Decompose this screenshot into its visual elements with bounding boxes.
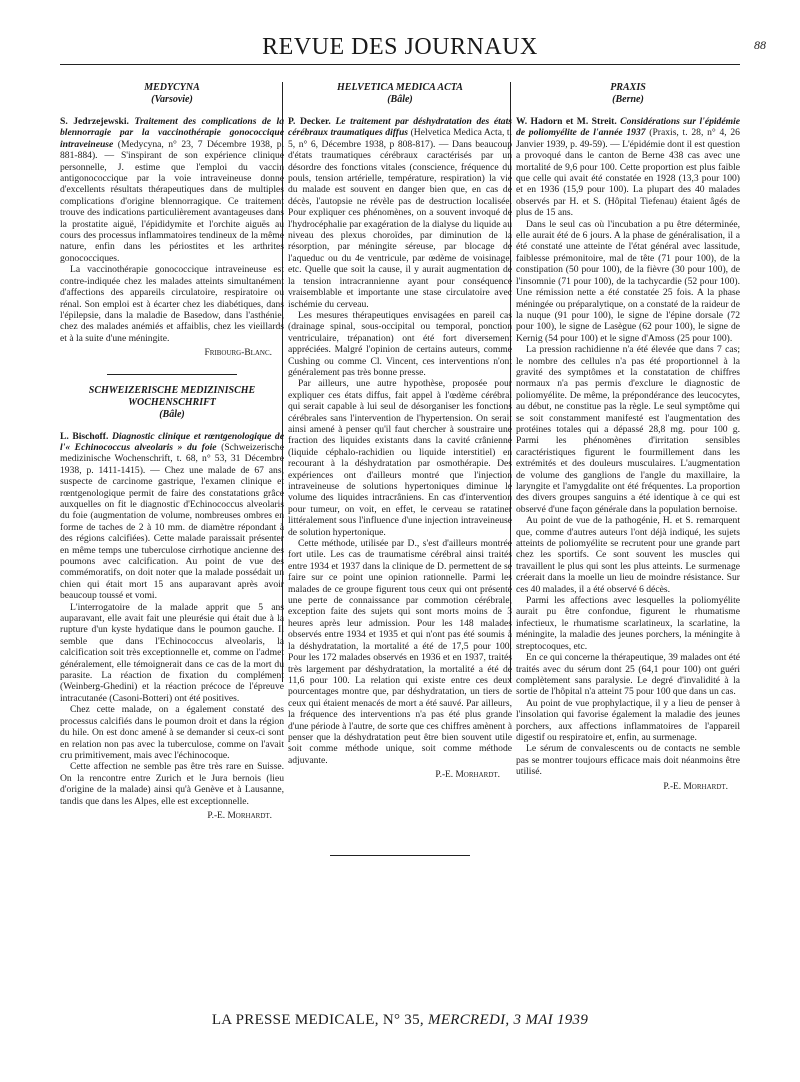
journal-city: (Varsovie) [151, 94, 193, 105]
journal-city: (Bâle) [387, 94, 413, 105]
article-author: L. Bischoff. [60, 430, 109, 442]
page-number: 88 [754, 38, 766, 52]
footer-publication: LA PRESSE MEDICALE, N° 35, [211, 1012, 424, 1028]
article-title: Le traitement par déshydratation des états cérébraux traumatiques diffus [288, 116, 512, 139]
article-paragraph: Cette méthode, utilisée par D., s'est d'ailleurs montrée fort utile. Les cas de traumatisme cérébral ainsi traités entre 1934 et 1937 dans la clinique de D. permettent de se faire sur ce point une opinion rationnelle. Parmi les malades de ce groupe figurent tous ceux qui ont présenté une perte de connaissance par commotion cérébrale, exception faite des sujets qui sont morts moins de 3 heures après leur admission. Pour les 148 malades observés entre 1934 et 1935 et qui n'ont pas été soumis à la déshydratation, la mortalité a été de 17,5 pour 100. Pour les 172 malades observés en 1936 et en 1937, traités très largement par déshydratation, la mortalité a été de 11,6 pour 100. La relation qui existe entre ces deux pourcentages montre que, par déshydratation, un tiers de ceux qui étaient menacés de mort a été sauvé. Par ailleurs, la fréquence des interventions n'a pas été plus grande d'une période à l'autre, de sorte que ces chiffres amènent à penser que la déshydratation peut être bien souvent utile soit comme méthode unique, soit comme méthode adjuvante. [288, 538, 512, 766]
article-paragraph: Les mesures thérapeutiques envisagées en pareil cas (drainage spinal, sous-occipital ou temporal, ponction ventriculaire, trépanation) ont été fort diversement appréciées. Malgré l'opinion de certains auteurs, comme Cushing ou comme Cl. Vincent, ces interventions n'ont généralement pas très bonne presse. [288, 309, 512, 378]
journal-heading [516, 82, 740, 106]
article-signature: P.-E. Morhardt. [663, 781, 728, 792]
article-paragraph: Par ailleurs, une autre hypothèse, proposée pour expliquer ces états diffus, fait appel à l'œdème cérébral qui serait capable à lui seul de désorganiser les fonctions cérébrales sans l'intervention de l'hypertension. On serait ainsi amené à penser qu'il faut chercher à soustraire une fraction des liquides existants dans la cavité crânienne (liquide céphalo-rachidien ou liquide interstitiel) en recourant à la déshydratation par osmothérapie. Des expériences ont d'ailleurs montré que l'injection intraveineuse de solutions hypertoniques diminue le volume des liquides intracrâniens. En cas d'intervention pour tumeur, on voit, en effet, le cerveau se ratatiner littéralement sous l'influence d'une injection intraveineuse de solution hypertonique. [288, 378, 512, 538]
article-paragraph: Cette affection ne semble pas être très rare en Suisse. On la rencontre entre Zurich et le Jura bernois (lieu d'origine de la malade) ainsi qu'à Genève et à Lausanne, tandis que dans les Alpes, elle est exceptionnelle. [60, 761, 284, 807]
journal-name: HELVETICA MEDICA ACTA [337, 82, 463, 93]
article-author: W. Hadorn et M. Streit. [516, 116, 617, 127]
journal-heading [60, 385, 284, 421]
article-paragraph: Au point de vue prophylactique, il y a lieu de penser à l'insolation qui favorise également la maladie des jeunes porchers, aux affections inflammatoires de l'appareil digestif ou respiratoire et, enfin, au surmenage. [516, 697, 740, 743]
journal-name: MEDYCYNA [144, 82, 200, 93]
article-paragraph: En ce qui concerne la thérapeutique, 39 malades ont été traités avec du sérum dont 25 (64,1 pour 100) ont guéri complètement sans paralysie. Le degré d'invalidité à la sortie de l'hôpital n'a atteint 75 pour 100 que dans un cas. [516, 652, 740, 698]
journal-heading [60, 82, 284, 106]
article-lead [60, 116, 284, 264]
journal-name: PRAXIS [610, 82, 646, 93]
journal-section-title: REVUE DES JOURNAUX [262, 34, 538, 60]
article-paragraph: Chez une malade de 67 ans, suspecte de carcinome gastrique, l'examen clinique et rœntgenologique permit de faire des constatations grâce auxquelles on fit le diagnostic d'Echinococcus alveolaris du foie (augmentation de volume, nombreuses ombres en forme de taches de 2 à 10 mm. de diamètre répondant à des régions calcifiées). Cette malade paraissait présenter en même temps une tuberculose cirrhotique ancienne des poumons avec calcification. Au point de vue des commémoratifs, on doit noter que la malade possédait un chien qui était mort 15 ans auparavant après avoir beaucoup toussé et vomi. [60, 464, 284, 602]
column-3 [516, 82, 740, 807]
article-paragraph: L'interrogatoire de la malade apprit que 5 ans auparavant, elle avait fait une pleurésie qui était due à la rupture d'un kyste hydatique dans le poumon gauche. Il semble que dans l'Echinococcus alveolaris, la calcification soit très exceptionnelle et, comme on l'admet généralement, elle témoignerait dans ce cas de la mort du parasite. La réaction de fixation du complément (Weinberg-Ghedini) et la réaction précoce de l'épreuve intracutanée (Casoni-Botteri) ont été positives. [60, 601, 284, 704]
article [516, 116, 740, 793]
article-reference: (Schweizerische medizinische Wochenschrift, t. 68, n° 53, 31 Décembre 1938, p. 1411-1415). — [60, 441, 284, 476]
article [60, 116, 284, 360]
section-divider [330, 855, 470, 856]
article-signature: Fribourg-Blanc. [204, 348, 272, 359]
journal-heading [288, 82, 512, 106]
article-paragraph: Dans beaucoup d'états traumatiques cérébraux caractérisés par un désordre des fonctions vitales (conscience, fréquence du pouls, tension artérielle, température, respiration) la vie du malade est souvent en danger bien que, en cas de décès, l'autopsie ne révèle pas de destruction localisée. Pour expliquer ces phénomènes, on a souvent invoqué de l'hydrocéphalie par exagération de la dialyse du liquide au niveau des plexus choroïdes, par diminution de la résorption, par méningite séreuse, par blocage de l'aqueduc ou du 4e ventricule, par œdème de voisinage, etc. Quelle que soit la cause, il y aurait augmentation de la tension intracrannienne ayant pour conséquence vraisemblable et importante une stase circulatoire avec ischémie du cerveau. [288, 138, 513, 310]
journal-city: (Berne) [612, 94, 644, 105]
article-lead [60, 431, 284, 602]
article-signature: P.-E. Morhardt. [207, 810, 272, 821]
article-paragraph: La pression rachidienne n'a été élevée que dans 7 cas; le nombre des cellules n'a pas été proportionnel à la gravité des symptômes et la constatation de chiffres normaux n'a pas permis d'exclure le diagnostic de poliomyélite. De même, la prépondérance des leucocytes, au début, ne constitue pas la règle. Le seul symptôme qui se soit constamment manifesté est l'augmentation des protéines totales qui a dépassé 28,8 mg. pour 100 g. Parmi les phénomènes d'irritation sensibles caractéristiques figurent le fourmillement dans les extrémités et des douleurs musculaires. L'augmentation de volume des ganglions de l'angle du maxillaire, la laryngite et l'amygdalite ont été fréquentes. La proportion des divers groupes sanguins a été identique à ce qui est observé d'une façon générale dans la population bernoise. [516, 344, 740, 515]
article [60, 431, 284, 823]
article-paragraph: Le sérum de convalescents ou de contacts ne semble pas se montrer toujours efficace mais doit néanmoins être utilisé. [516, 743, 740, 778]
article-paragraph: Parmi les affections avec lesquelles la poliomyélite aurait pu être confondue, figurent le rhumatisme infectieux, le rhumatisme scarlatineux, la scarlatine, la méningite, la maladie des jeunes porchers, la méningite à streptocoques, etc. [516, 595, 740, 652]
footer-date: MERCREDI, 3 MAI 1939 [428, 1012, 589, 1028]
divider [107, 374, 237, 375]
article-paragraph: L'épidémie dont il est question a provoqué dans le canton de Berne 438 cas avec une mortalité de 9,6 pour 100. Cette proportion est plus faible que celle qui avait été constatée en 1928 (13,3 pour 100) et en 1936 (15,9 pour 100). La plupart des 40 malades observés par H. et S. (Hôpital Tiefenau) étaient âgés de plus de 15 ans. [516, 138, 740, 219]
article-paragraph: Au point de vue de la pathogénie, H. et S. remarquent que, comme d'autres auteurs l'ont déjà indiqué, les sujets atteints de poliomyélite se recrutent pour une grande part chez les sportifs. Ce sont souvent les muscles qui travaillent le plus qui sont les plus atteints. Le surmenage créerait dans la moelle un lieu de moindre résistance. Sur ces 40 malades, il a été observé 6 décès. [516, 515, 740, 595]
article-paragraph: La vaccinothérapie gonococcique intraveineuse est contre-indiquée chez les malades atteints simultanément d'affections des appareils circulatoire, respiratoire ou rénal. Son emploi est à écarter chez les diabétiques, dans l'épilepsie, dans la maladie de Basedow, dans l'asthénie, chez des malades anémiés et affaiblis, chez les vieillards et à la suite d'une méningite. [60, 264, 284, 344]
page-footer [0, 1012, 800, 1029]
article-reference: (Praxis, t. 28, n° 4, 26 Janvier 1939, p. 49-59). — [516, 127, 740, 150]
article-reference: (Helvetica Medica Acta, t. 5, n° 6, Décembre 1938, p 808-817). — [288, 127, 512, 150]
article-signature: P.-E. Morhardt. [435, 770, 500, 781]
article-paragraph: S'inspirant de son expérience clinique personnelle, J. estime que l'emploi du vaccin antigonococcique par la voie intraveineuse donne d'excellents résultats thérapeutiques dans de multiples complications d'origine blennorragique. Ce traitement trouve des indications particulièrement avantageuses dans la prostatite aiguë, l'épididymite et l'orchite aiguës au cours des processus inflammatoires tendineux de la même nature, enfin dans les périostites et les arthrites gonococciques. [60, 150, 285, 264]
article-lead [516, 116, 740, 219]
article-title: Traitement des complications de la blennorragie par la vaccinothérapie gonococcique intraveineuse [60, 116, 284, 150]
article-lead [288, 116, 512, 310]
article [288, 116, 512, 782]
journal-city: (Bâle) [159, 408, 185, 420]
article-reference: (Medycyna, n° 23, 7 Décembre 1938, p. 881-884). — [60, 138, 284, 162]
column-1 [60, 82, 284, 836]
article-title: Diagnostic clinique et rœntgenologique de l'« Echinococcus alveolaris » du foie [60, 430, 284, 453]
article-title: Considérations sur l'épidémie de poliomyélite de l'année 1937 [516, 116, 740, 139]
article-paragraph: Dans le seul cas où l'incubation a pu être déterminée, elle aurait été de 6 jours. A la phase de généralisation, il a été constaté une atteinte de l'état général avec lassitude, faiblesse prémonitoire, mal de tête (71 pour 100), de la constipation (50 pour 100), de la fièvre (30 pour 100), de l'insomnie (71 pour 100), de la tachycardie (52 pour 100). Une rémission nette a été constatée 25 fois. A la phase méningée ou préparalytique, on a constaté de la raideur de la nuque (91 pour 100), le signe de l'épine dorsale (72 pour 100), le signe de Lasègue (62 pour 100), le signe de Kernig (54 pour 100) et le signe d'Amoss (25 pour 100). [516, 218, 740, 344]
article-paragraph: Chez cette malade, on a également constaté des processus calcifiés dans le poumon droit et dans la région du hile. On est donc amené à se demander si ceux-ci sont en relation non pas avec la tuberculose, comme on l'avait cru primitivement, mais avec l'échinocoque. [60, 704, 284, 761]
article-author: S. Jedrzejewski. [60, 116, 129, 127]
journal-name: SCHWEIZERISCHE MEDIZINISCHE WOCHENSCHRIFT [88, 384, 256, 408]
column-2 [288, 82, 512, 796]
article-author: P. Decker. [288, 116, 331, 127]
page-header [60, 34, 766, 65]
